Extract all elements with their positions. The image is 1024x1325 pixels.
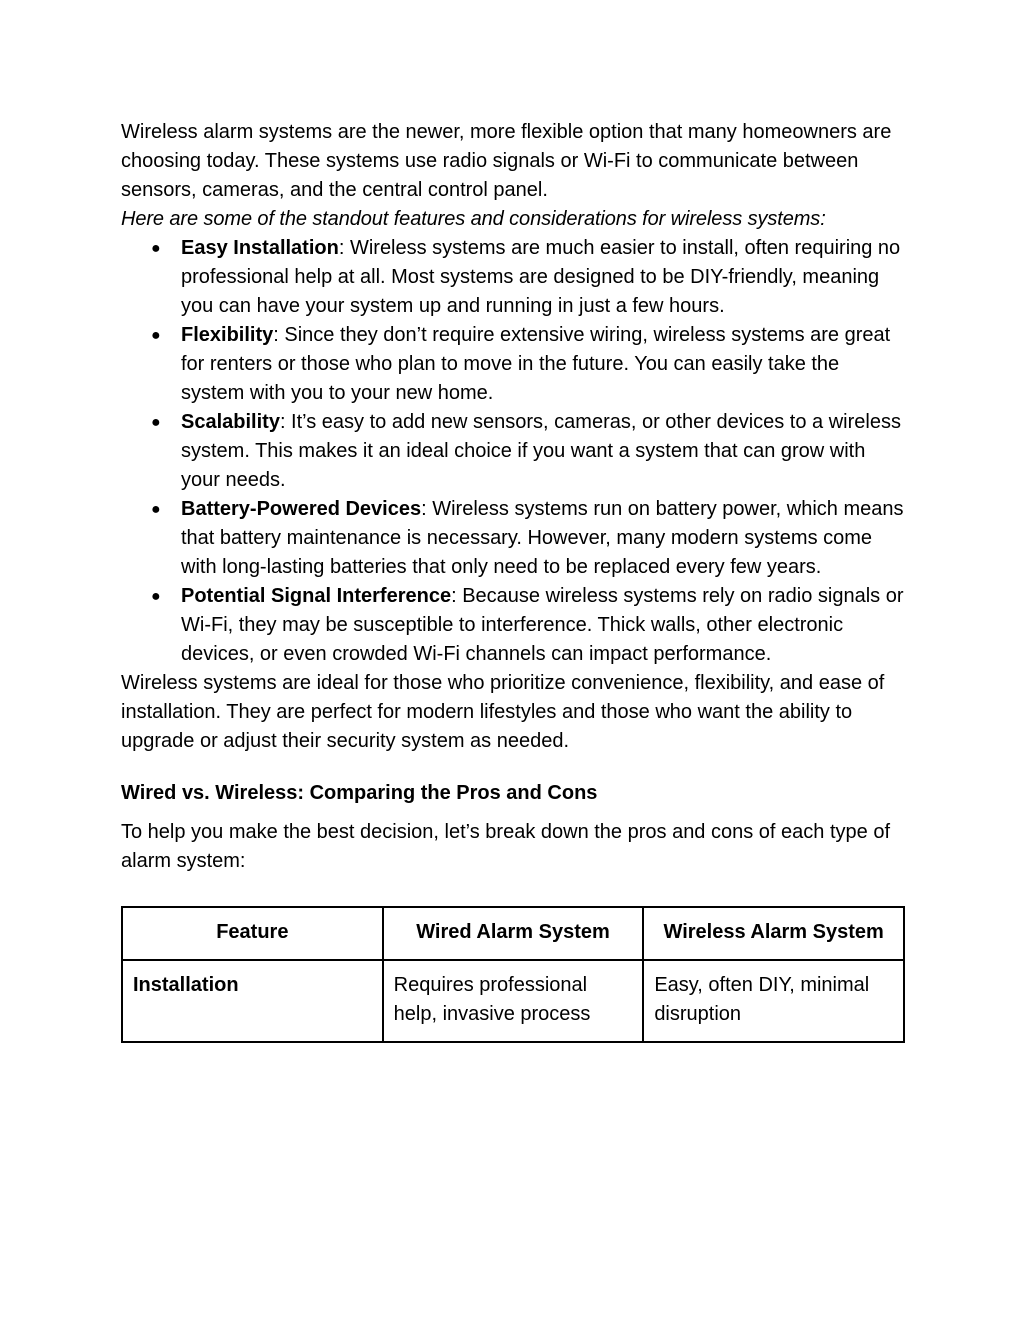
table-row xyxy=(122,960,904,1042)
feature-text: : Because wireless systems rely on radio signals or Wi-Fi, they may be susceptible to interference. Thick walls, other electronic devices, or even crowded Wi-Fi channels can impact performance. xyxy=(181,585,904,665)
table-cell-wired: Requires professional help, invasive process xyxy=(383,960,644,1042)
list-item xyxy=(121,495,907,582)
feature-term: Flexibility xyxy=(181,324,274,346)
feature-term: Easy Installation xyxy=(181,237,339,259)
feature-term: Battery-Powered Devices xyxy=(181,498,422,520)
feature-text: : Wireless systems run on battery power, which means that battery maintenance is necessary. However, many modern systems come with long-lasting batteries that only need to be replaced every few years. xyxy=(181,498,904,578)
features-lead: Here are some of the standout features and considerations for wireless systems: xyxy=(121,208,826,230)
column-header-feature: Feature xyxy=(122,907,383,960)
table-cell-feature: Installation xyxy=(122,960,383,1042)
comparison-table xyxy=(121,906,905,1043)
feature-text: : Since they don’t require extensive wiring, wireless systems are great for renters or those who plan to move in the future. You can easily take the system with you to your new home. xyxy=(181,324,891,404)
section-intro: To help you make the best decision, let’s break down the pros and cons of each type of alarm system: xyxy=(121,821,890,872)
feature-term: Scalability xyxy=(181,411,280,433)
list-item xyxy=(121,408,907,495)
list-item xyxy=(121,234,907,321)
feature-text: : It’s easy to add new sensors, cameras, or other devices to a wireless system. This makes it an ideal choice if you want a system that can grow with your needs. xyxy=(181,411,901,491)
intro-paragraph: Wireless alarm systems are the newer, more flexible option that many homeowners are choosing today. These systems use radio signals or Wi-Fi to communicate between sensors, cameras, and the central control panel. xyxy=(121,121,892,201)
list-item xyxy=(121,582,907,669)
column-header-wired: Wired Alarm System xyxy=(383,907,644,960)
features-list xyxy=(121,234,907,669)
feature-term: Potential Signal Interference xyxy=(181,585,452,607)
bullet-icon: ● xyxy=(151,588,161,605)
section-heading: Wired vs. Wireless: Comparing the Pros and Cons xyxy=(121,782,598,804)
document-page xyxy=(121,118,907,1043)
feature-text: : Wireless systems are much easier to install, often requiring no professional help at all. Most systems are designed to be DIY-friendly, meaning you can have your system up and running in just a few hours. xyxy=(181,237,901,317)
bullet-icon: ● xyxy=(151,327,161,344)
bullet-icon: ● xyxy=(151,414,161,431)
table-header-row xyxy=(122,907,904,960)
closing-paragraph: Wireless systems are ideal for those who prioritize convenience, flexibility, and ease of installation. They are perfect for modern lifestyles and those who want the ability to upgrade or adjust their security system as needed. xyxy=(121,672,885,752)
list-item xyxy=(121,321,907,408)
column-header-wireless: Wireless Alarm System xyxy=(643,907,904,960)
bullet-icon: ● xyxy=(151,501,161,518)
table-cell-wireless: Easy, often DIY, minimal disruption xyxy=(643,960,904,1042)
bullet-icon: ● xyxy=(151,240,161,257)
